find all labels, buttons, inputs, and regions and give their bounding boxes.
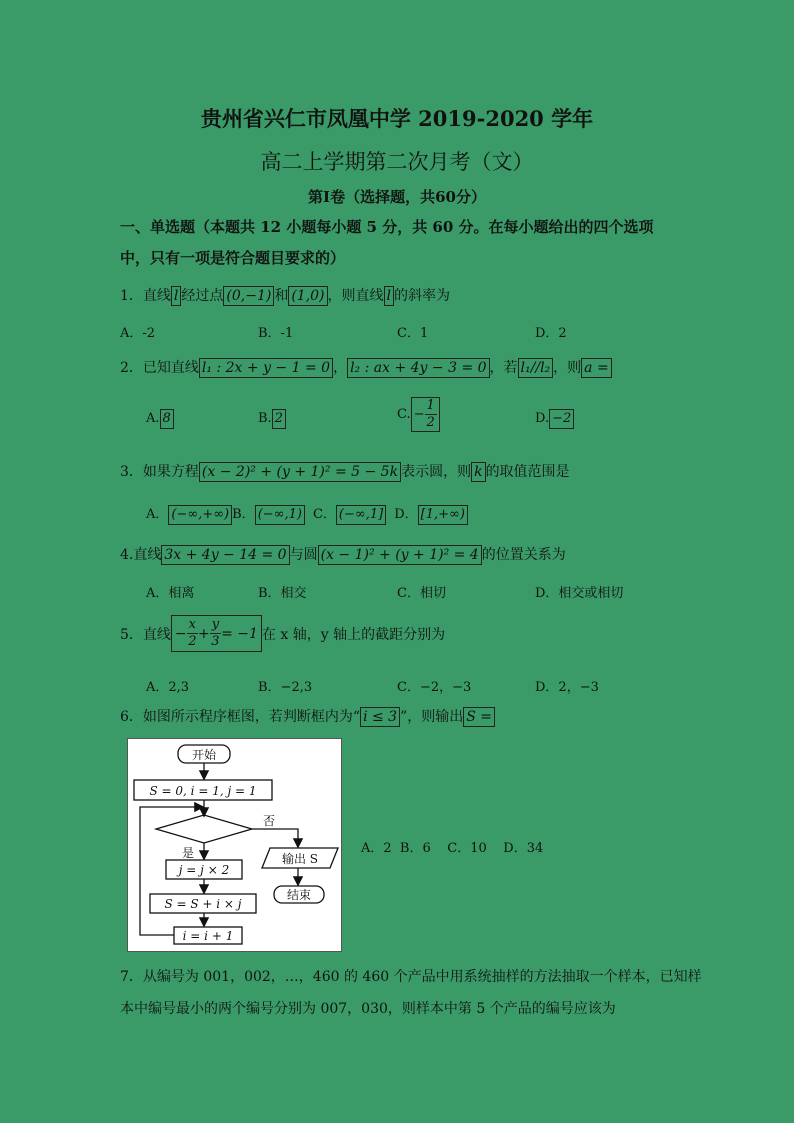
q5-option-a: A．2,3 [146,680,190,695]
flow-output-text: 输出 S [281,852,319,866]
flow-step1-text: j = j × 2 [178,863,230,877]
flow-decision [156,815,252,843]
flow-yes-label: 是 [182,846,195,860]
q5-option-d: D．2，−3 [535,680,599,695]
q1-option-d: D．2 [535,326,567,341]
q4-option-c: C．相切 [397,586,446,601]
q4-option-b: B．相交 [258,586,307,601]
q1-option-c: C．1 [397,326,429,341]
volume-heading: 第Ⅰ卷（选择题，共60分） [308,188,486,206]
q1-option-b: B．-1 [258,326,294,341]
question-4: 4.直线 3x + 4y − 14 = 0 与圆 (x − 1)² + (y + 1)² = 4 的位置关系为 [120,547,566,563]
q2-option-c: C. − $\frac{1}{2}$ [397,397,440,432]
q3-options: A． (−∞,+∞) B． (−∞,1) C． (−∞,1] D． [1,+∞) [146,503,468,525]
flow-end-text: 结束 [286,888,312,902]
q6-options: A．2 B．6 C．10 D．34 [361,841,544,856]
flow-start-text: 开始 [191,748,217,762]
q5-equation: − $\frac{x}{2}$ + $\frac{y}{3}$ = −1 [171,615,262,652]
question-5: 5．直线 − $\frac{x}{2}$ + $\frac{y}{3}$ = −1 在 x 轴，y 轴上的截距分别为 [120,615,445,652]
q2-option-d: D. −2 [535,409,574,429]
q4-option-d: D．相交或相切 [535,586,624,601]
q5-option-b: B．−2,3 [258,680,313,695]
title-line-1: 贵州省兴仁市凤凰中学 2019-2020 学年 [200,106,594,131]
section-heading-2: 中，只有一项是符合题目要求的） [120,249,346,267]
q4-option-a: A．相离 [146,586,195,601]
flow-no-label: 否 [263,814,276,828]
q2-option-b: B. 2 [258,409,286,429]
question-1: 1．直线 l 经过点 (0,−1) 和 (1,0) ，则直线 l 的斜率为 [120,288,451,304]
flow-step2-text: S = S + i × j [164,897,242,911]
title-line-2: 高二上学期第二次月考（文） [260,150,534,174]
section-heading-1: 一、单选题（本题共 12 小题每小题 5 分，共 60 分。在每小题给出的四个选项 [120,218,654,236]
question-3: 3．如果方程 (x − 2)² + (y + 1)² = 5 − 5k 表示圆，则 k 的取值范围是 [120,464,570,480]
question-7-line-2: 本中编号最小的两个编号分别为 007，030，则样本中第 5 个产品的编号应该为 [120,1001,616,1017]
q2-option-a: A. 8 [146,409,174,429]
question-2: 2．已知直线 l₁ : 2x + y − 1 = 0 ， l₂ : ax + 4y − 3 = 0 ，若 l₁//l₂ ，则 a = [120,357,612,378]
flow-init-text: S = 0, i = 1, j = 1 [149,784,257,798]
flow-step3-text: i = i + 1 [182,929,234,943]
q5-option-c: C．−2，−3 [397,680,472,695]
question-7-line-1: 7．从编号为 001，002，…，460 的 460 个产品中用系统抽样的方法抽取一个样本，已知样 [120,969,702,985]
q1-option-a: A．-2 [120,326,156,341]
question-6: 6．如图所示程序框图，若判断框内为“ i ≤ 3 ”，则输出 S = [120,706,495,727]
flowchart [127,738,342,952]
